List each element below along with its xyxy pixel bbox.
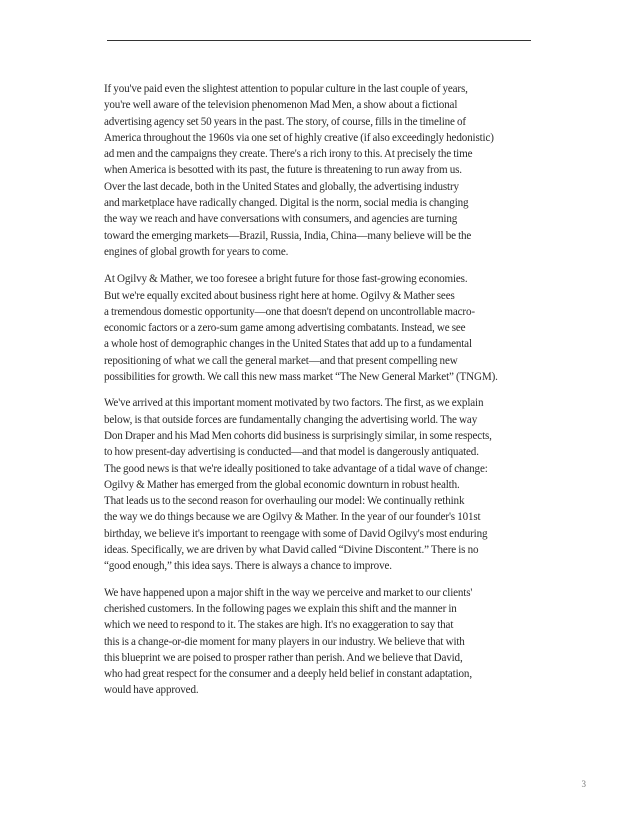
text-line: birthday, we believe it's important to reengage with some of David Ogilvy's most enduring — [104, 527, 488, 540]
text-line: this is a change-or-die moment for many players in our industry. We believe that with — [104, 635, 465, 648]
text-line: the way we reach and have conversations with consumers, and agencies are turning — [104, 213, 458, 226]
page-number: 3 — [581, 779, 586, 789]
text-line: repositioning of what we call the general market—and that present compelling new — [104, 354, 458, 367]
text-line: this blueprint we are poised to prosper rather than perish. And we believe that David, — [104, 651, 463, 664]
text-line: “good enough,” this idea says. There is always a chance to improve. — [104, 560, 392, 573]
text-line: But we're equally excited about business right here at home. Ogilvy & Mather sees — [104, 289, 455, 302]
text-line: toward the emerging markets—Brazil, Russia, India, China—many believe will be the — [104, 229, 472, 242]
paragraph-mad-men-intro — [104, 81, 534, 260]
text-line: possibilities for growth. We call this new mass market “The New General Market” (TNGM). — [104, 371, 498, 384]
text-line: a tremendous domestic opportunity—one that doesn't depend on uncontrollable macro- — [104, 305, 475, 318]
text-line: Over the last decade, both in the United States and globally, the advertising industry — [104, 180, 459, 193]
text-line: ideas. Specifically, we are driven by what David called “Divine Discontent.” There is no — [104, 544, 479, 557]
text-line: and marketplace have radically changed. Digital is the norm, social media is changing — [104, 197, 469, 210]
text-line: advertising agency set 50 years in the past. The story, of course, fills in the timeline of — [104, 115, 466, 128]
text-line: If you've paid even the slightest attention to popular culture in the last couple of years, — [104, 83, 468, 95]
text-line: below, is that outside forces are fundamentally changing the advertising world. The way — [104, 413, 478, 426]
body-text — [104, 81, 534, 699]
text-line: who had great respect for the consumer and a deeply held belief in constant adaptation, — [104, 668, 472, 681]
paragraph-domestic-opportunity — [104, 271, 534, 385]
text-line: We have happened upon a major shift in the way we perceive and market to our clients' — [104, 586, 473, 599]
text-line: economic factors or a zero-sum game among advertising combatants. Instead, we see — [104, 322, 466, 335]
text-line: America throughout the 1960s via one set of highly creative (if also exceedingly hedonistic) — [104, 131, 494, 144]
paragraph-two-factors — [104, 395, 534, 574]
text-line: That leads us to the second reason for overhauling our model: We continually rethink — [104, 495, 465, 508]
text-line: engines of global growth for years to come. — [104, 245, 289, 258]
text-line: Ogilvy & Mather has emerged from the global economic downturn in robust health. — [104, 478, 460, 491]
paragraph-major-shift — [104, 585, 534, 699]
text-line: would have approved. — [104, 684, 199, 697]
text-line: ad men and the campaigns they create. There's a rich irony to this. At precisely the time — [104, 148, 473, 161]
text-line: cherished customers. In the following pages we explain this shift and the manner in — [104, 602, 457, 615]
text-line: the way we do things because we are Ogilvy & Mather. In the year of our founder's 101st — [104, 511, 481, 524]
text-line: The good news is that we're ideally positioned to take advantage of a tidal wave of change: — [104, 462, 488, 475]
text-line: you're well aware of the television phenomenon Mad Men, a show about a fictional — [104, 99, 458, 112]
text-line: We've arrived at this important moment motivated by two factors. The first, as we explain — [104, 397, 484, 410]
text-line: which we need to respond to it. The stakes are high. It's no exaggeration to say that — [104, 619, 454, 632]
top-rule — [107, 40, 531, 41]
text-line: when America is besotted with its past, the future is threatening to run away from us. — [104, 164, 462, 177]
text-line: Don Draper and his Mad Men cohorts did business is surprisingly similar, in some respects, — [104, 429, 492, 442]
text-line: to how present-day advertising is conducted—and that model is dangerously antiquated. — [104, 446, 479, 459]
text-line: a whole host of demographic changes in the United States that add up to a fundamental — [104, 338, 472, 351]
text-line: At Ogilvy & Mather, we too foresee a bright future for those fast-growing economies. — [104, 273, 468, 286]
